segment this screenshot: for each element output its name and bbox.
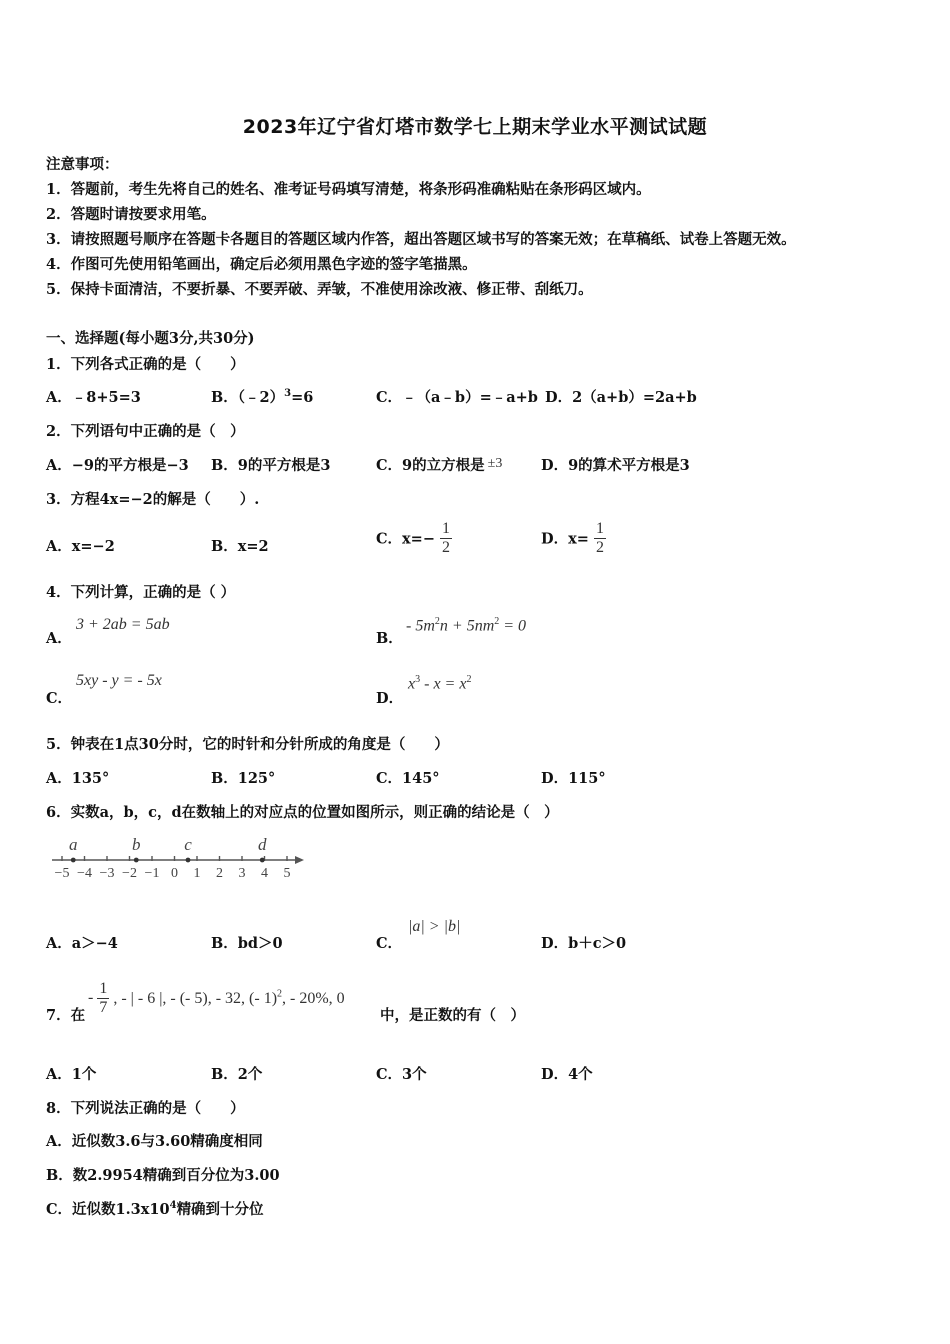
q6-option-b: B．bd＞0 bbox=[211, 935, 283, 952]
q4-option-c-label: C． bbox=[46, 690, 73, 707]
note-item-4: 4．作图可先使用铅笔画出，确定后必须用黑色字迹的签字笔描黑。 bbox=[46, 256, 477, 273]
q6-option-c-math: |a| > |b| bbox=[408, 918, 461, 935]
q3-option-d: D．x= $\frac{1}{2}$ bbox=[541, 520, 604, 556]
point-label-d: d bbox=[258, 835, 267, 854]
axis-tick-label: 0 bbox=[171, 866, 178, 881]
q2-option-a: A．−9的平方根是−3 bbox=[46, 457, 189, 474]
point-label-b: b bbox=[132, 835, 141, 854]
q6-option-a: A．a＞−4 bbox=[46, 935, 118, 952]
question-8-stem: 8．下列说法正确的是（ ） bbox=[46, 1100, 245, 1117]
q5-option-a: A．135° bbox=[46, 770, 110, 787]
q3-option-b: B．x=2 bbox=[211, 538, 269, 555]
notes-heading: 注意事项： bbox=[46, 156, 119, 173]
axis-tick-label: 5 bbox=[283, 866, 291, 881]
point-d bbox=[260, 858, 265, 863]
axis-tick-label: 2 bbox=[216, 866, 223, 881]
note-item-5: 5．保持卡面清洁，不要折暴、不要弄破、弄皱，不准使用涂改液、修正带、刮纸刀。 bbox=[46, 281, 593, 298]
q1-option-d: D．2（a+b）=2a+b bbox=[545, 389, 697, 406]
q8-option-b: B．数2.9954精确到百分位为3.00 bbox=[46, 1167, 280, 1184]
q4-option-b-math: - $5m^2n + 5nm^2 = 0$ bbox=[406, 616, 527, 635]
q2-option-c: C．9的立方根是 ±3 bbox=[376, 456, 503, 474]
point-a bbox=[71, 858, 76, 863]
point-label-a: a bbox=[69, 835, 78, 854]
q4-option-a-math: 3 + 2ab = 5ab bbox=[76, 616, 170, 633]
note-item-2: 2．答题时请按要求用笔。 bbox=[46, 206, 216, 223]
q7-option-c: C．3个 bbox=[376, 1066, 427, 1083]
q6-option-d: D．b＋c＞0 bbox=[541, 935, 627, 952]
q7-option-b: B．2个 bbox=[211, 1066, 263, 1083]
q2-option-b: B．9的平方根是3 bbox=[211, 457, 331, 474]
q5-option-d: D．115° bbox=[541, 770, 606, 787]
question-7-math: - $\frac{1}{7}$ , - | - 6 |, - (- 5), - 32, (- 1)$^2$, - 20%, 0 bbox=[88, 980, 345, 1016]
q1-option-c: C．﹣（a﹣b）=﹣a+b bbox=[376, 389, 538, 406]
q1-option-a: A．﹣8+5=3 bbox=[46, 389, 141, 406]
note-item-3: 3．请按照题号顺序在答题卡各题目的答题区域内作答，超出答题区域书写的答案无效；在草稿纸、试卷上答题无效。 bbox=[46, 231, 796, 248]
page-title: 2023年辽宁省灯塔市数学七上期末学业水平测试试题 bbox=[242, 116, 708, 138]
question-7-prefix: 7．在 bbox=[46, 1007, 86, 1024]
question-6-stem: 6．实数a，b，c，d在数轴上的对应点的位置如图所示，则正确的结论是（ ） bbox=[46, 804, 559, 821]
question-1-stem: 1．下列各式正确的是（ ） bbox=[46, 356, 245, 373]
question-7-suffix: 中，是正数的有（ ） bbox=[380, 1007, 525, 1024]
point-c bbox=[186, 858, 191, 863]
axis-tick-label: 3 bbox=[238, 866, 246, 881]
point-b bbox=[134, 858, 139, 863]
question-2-stem: 2．下列语句中正确的是（ ） bbox=[46, 423, 245, 440]
q7-option-a: A．1个 bbox=[46, 1066, 97, 1083]
q7-option-d: D．4个 bbox=[541, 1066, 593, 1083]
axis-tick-label: −3 bbox=[99, 866, 115, 881]
q1-option-b: B．（﹣2）$^3$=6 bbox=[211, 388, 314, 406]
number-line-figure bbox=[46, 828, 316, 888]
question-3-stem: 3．方程4x=−2的解是（ ）. bbox=[46, 491, 260, 508]
point-label-c: c bbox=[184, 835, 192, 854]
q5-option-b: B．125° bbox=[211, 770, 276, 787]
q5-option-c: C．145° bbox=[376, 770, 440, 787]
q6-option-c: C． bbox=[376, 935, 403, 952]
number-line-arrow-icon bbox=[295, 856, 304, 864]
axis-tick-label: −4 bbox=[77, 866, 92, 881]
q4-option-c-math: 5xy - y = - 5x bbox=[76, 672, 162, 689]
q3-option-a: A．x=−2 bbox=[46, 538, 115, 555]
axis-tick-label: −1 bbox=[144, 866, 160, 881]
axis-tick-label: 1 bbox=[193, 866, 201, 881]
note-item-1: 1．答题前，考生先将自己的姓名、准考证号码填写清楚，将条形码准确粘贴在条形码区域内。 bbox=[46, 181, 651, 198]
question-4-stem: 4．下列计算，正确的是（ ） bbox=[46, 584, 236, 601]
axis-tick-label: 4 bbox=[261, 866, 268, 881]
axis-tick-label: −5 bbox=[54, 866, 70, 881]
q4-option-d-label: D． bbox=[376, 690, 404, 707]
section-heading: 一、选择题(每小题3分,共30分) bbox=[46, 330, 255, 347]
q8-option-c: C．近似数$1.3x10^4$精确到十分位 bbox=[46, 1200, 264, 1218]
question-5-stem: 5．钟表在1点30分时，它的时针和分针所成的角度是（ ） bbox=[46, 736, 449, 753]
q2-option-d: D．9的算术平方根是3 bbox=[541, 457, 690, 474]
q4-option-d-math: $x^3 - x = x^2$ bbox=[408, 674, 472, 693]
axis-tick-label: −2 bbox=[122, 866, 137, 881]
q4-option-a-label: A． bbox=[46, 630, 72, 647]
q8-option-a: A．近似数3.6与3.60精确度相同 bbox=[46, 1133, 263, 1150]
q4-option-b-label: B． bbox=[376, 630, 403, 647]
q3-option-c: C．x=− $\frac{1}{2}$ bbox=[376, 520, 451, 556]
